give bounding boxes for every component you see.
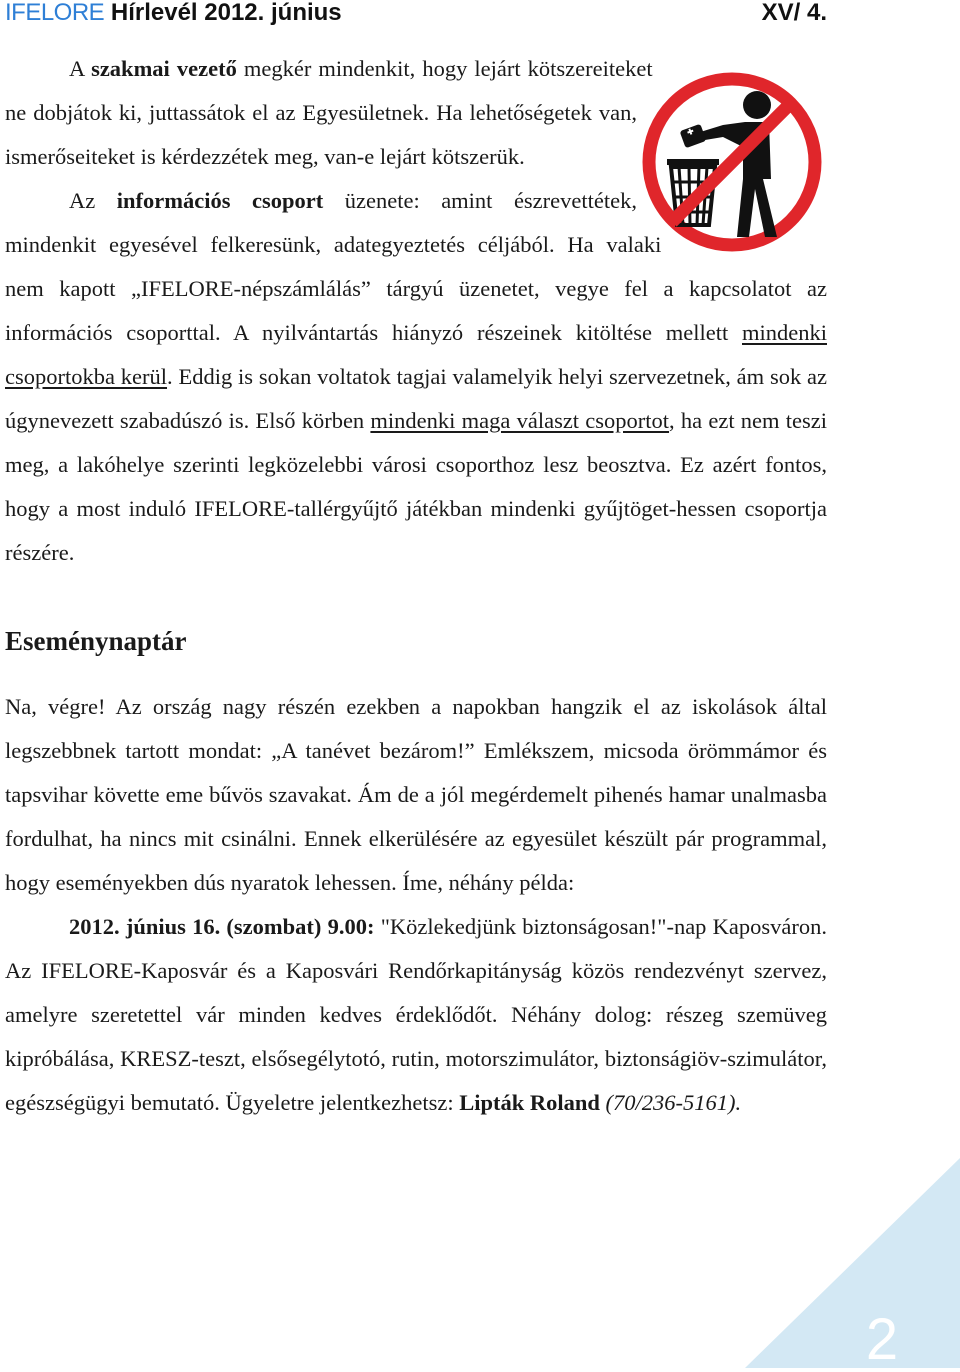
newsletter-title: Hírlevél 2012. június bbox=[110, 0, 342, 26]
text-run: , ha ezt nem teszi meg, a lakóhelye szerinti legközelebbi városi csoporthoz lesz beosztva. Ez azért fontos, hogy a most induló IFELORE-tallérgyűjtő játékban mindenki gyűjtöget-hessen csoportja részére. bbox=[5, 408, 827, 565]
text-run: mindenki maga választ csoportot bbox=[370, 408, 670, 433]
paragraph-event-kaposvar bbox=[5, 905, 827, 1125]
text-run: szakmai vezető bbox=[91, 56, 237, 81]
text-run: . Eddig is sokan voltatok tagjai valamelyik helyi szervezetnek, ám sok az úgynevezett szabadúszó is. Első körben bbox=[5, 364, 827, 433]
page-number: 2 bbox=[865, 1307, 899, 1372]
text-run: információs csoport bbox=[116, 188, 324, 213]
paragraph-events-intro bbox=[5, 685, 827, 905]
no-littering-sign-icon bbox=[637, 67, 827, 257]
text-run: 2012. június 16. (szombat) 9.00: bbox=[69, 914, 375, 939]
text-run: megkér mindenkit, hogy lejárt kötszereiteket ne dobjátok ki, juttassátok el az Egyesületnek. Ha lehetőségetek van, ismerőseiteket is kérdezzétek meg, van-e lejárt kötszerük. bbox=[5, 56, 653, 169]
issue-number: XV/ 4. bbox=[761, 0, 827, 26]
article-body bbox=[5, 47, 827, 1125]
text-run: Lipták Roland bbox=[459, 1090, 600, 1115]
text-run: "Közlekedjünk biztonságosan!"-nap Kaposváron. Az IFELORE-Kaposvár és a Kaposvári Rendőrkapitányság közös rendezvényt szervez, amelyre szeretettel vár minden kedves érdeklődőt. Néhány dolog: részeg szemüveg kipróbálása, KRESZ-teszt, elsősegélytotó, rutin, motorszimulátor, biztonságiöv-szimulátor, egészségügyi bemutató. Ügyeletre jelentkezhetsz: bbox=[5, 914, 827, 1115]
text-run: A bbox=[69, 56, 92, 81]
section-title-events: Eseménynaptár bbox=[5, 626, 187, 656]
text-run: mindenki csoportokba kerül bbox=[5, 320, 827, 389]
page-header bbox=[5, 0, 827, 28]
text-run: üzenete: amint észrevettétek, mindenkit egyesével felkeresünk, adategyeztetés céljából. Ha valaki nem kapott „IFELORE-népszámlálás” tárgyú üzenetet, vegye fel a kapcsolatot az információs csoporttal. A nyilvántartás hiányzó részeinek kitöltése mellett bbox=[5, 188, 827, 345]
brand-name: IFELORE bbox=[5, 0, 105, 26]
text-run: Az bbox=[69, 188, 117, 213]
text-run: Na, végre! Az ország nagy részén ezekben a napokban hangzik el az iskolások által legszebbnek tartott mondat: „A tanévet bezárom!” Emlékszem, micsoda örömmámor és tapsvihar követte eme bűvös szavakat. Ám de a jól megérdemelt pihenés hamar unalmasba fordulhat, ha nincs mit csinálni. Ennek elkerülésére az egyesület készült pár programmal, hogy eseményekben dús nyaratok lehessen. Íme, néhány példa: bbox=[5, 694, 827, 895]
text-run: (70/236-5161). bbox=[605, 1090, 742, 1115]
